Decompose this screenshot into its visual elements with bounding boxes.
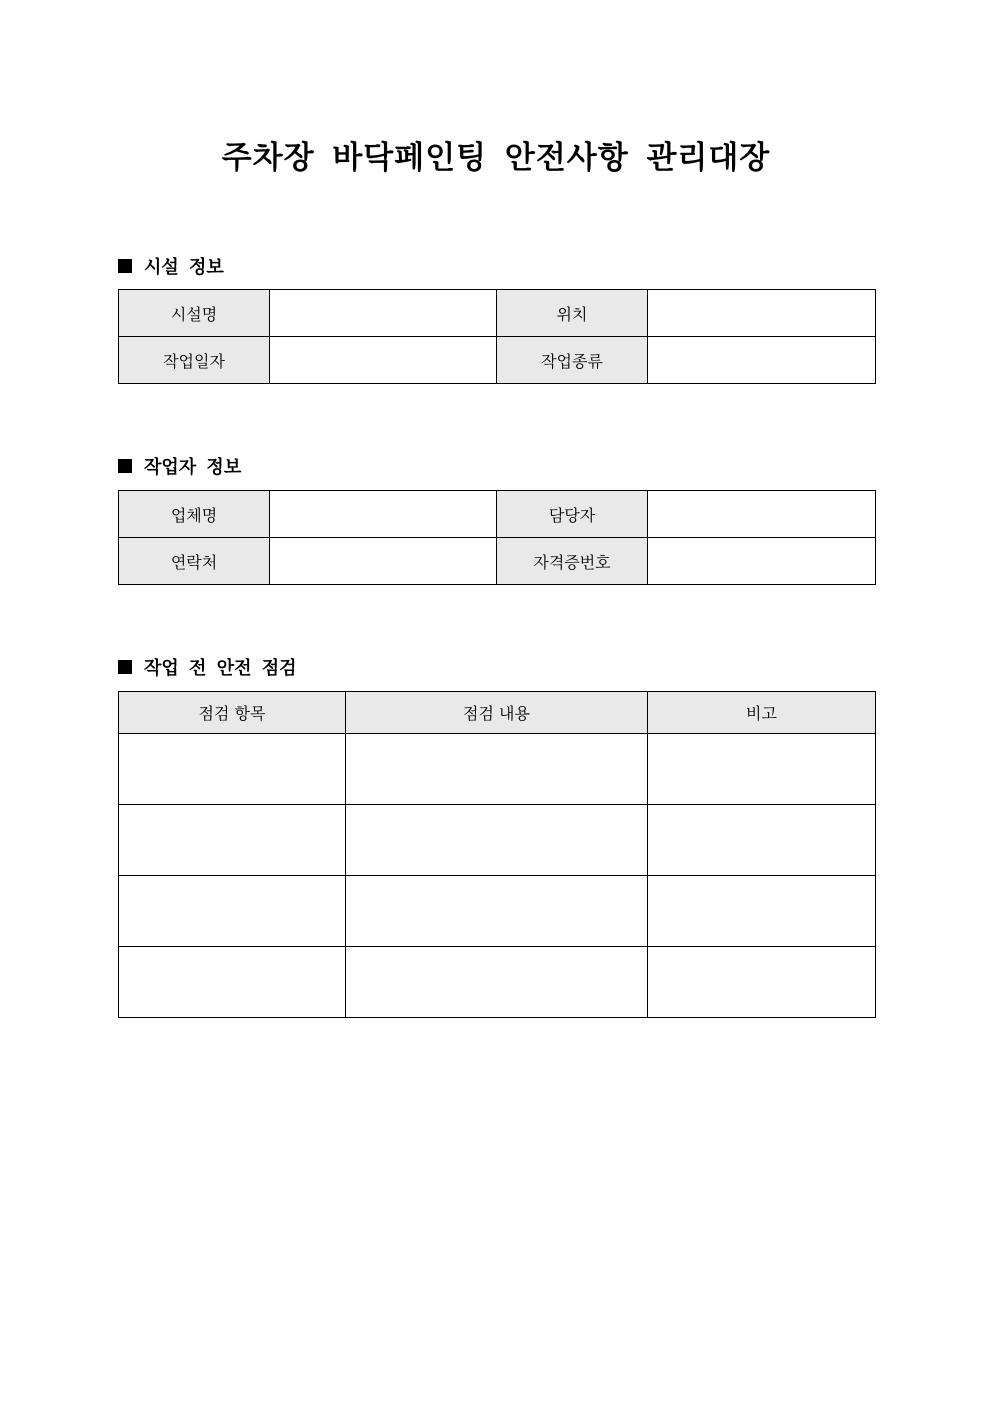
work-type-field[interactable]	[648, 337, 876, 384]
contact-field[interactable]	[270, 538, 497, 585]
table-header-row	[119, 692, 876, 734]
facility-info-table	[118, 289, 876, 384]
company-name-label: 업체명	[119, 491, 270, 538]
column-header-item: 점검 항목	[119, 692, 346, 734]
inspection-remarks-cell[interactable]	[648, 805, 876, 876]
company-name-field[interactable]	[270, 491, 497, 538]
square-bullet-icon	[118, 660, 132, 674]
inspection-remarks-cell[interactable]	[648, 947, 876, 1018]
inspection-item-cell[interactable]	[119, 734, 346, 805]
square-bullet-icon	[118, 459, 132, 473]
table-row	[119, 491, 876, 538]
worker-section-title: 작업자 정보	[144, 457, 242, 478]
work-date-label: 작업일자	[119, 337, 270, 384]
license-number-label: 자격증번호	[497, 538, 648, 585]
worker-section-heading	[118, 453, 241, 479]
person-in-charge-label: 담당자	[497, 491, 648, 538]
location-field[interactable]	[648, 290, 876, 337]
table-row	[119, 947, 876, 1018]
facility-section-heading	[118, 253, 224, 279]
inspection-item-cell[interactable]	[119, 876, 346, 947]
worker-info-table	[118, 490, 876, 585]
person-in-charge-field[interactable]	[648, 491, 876, 538]
inspection-section-title: 작업 전 안전 점검	[144, 658, 297, 679]
inspection-content-cell[interactable]	[346, 805, 648, 876]
column-header-remarks: 비고	[648, 692, 876, 734]
inspection-section-heading	[118, 654, 297, 680]
inspection-content-cell[interactable]	[346, 947, 648, 1018]
location-label: 위치	[497, 290, 648, 337]
inspection-item-cell[interactable]	[119, 947, 346, 1018]
facility-section-title: 시설 정보	[144, 257, 224, 278]
work-type-label: 작업종류	[497, 337, 648, 384]
table-row	[119, 337, 876, 384]
inspection-table	[118, 691, 876, 1018]
work-date-field[interactable]	[270, 337, 497, 384]
inspection-remarks-cell[interactable]	[648, 734, 876, 805]
table-row	[119, 538, 876, 585]
inspection-content-cell[interactable]	[346, 734, 648, 805]
license-number-field[interactable]	[648, 538, 876, 585]
column-header-content: 점검 내용	[346, 692, 648, 734]
table-row	[119, 290, 876, 337]
inspection-remarks-cell[interactable]	[648, 876, 876, 947]
facility-name-field[interactable]	[270, 290, 497, 337]
facility-name-label: 시설명	[119, 290, 270, 337]
table-row	[119, 734, 876, 805]
contact-label: 연락처	[119, 538, 270, 585]
inspection-item-cell[interactable]	[119, 805, 346, 876]
table-row	[119, 805, 876, 876]
document-title: 주차장 바닥페인팅 안전사항 관리대장	[221, 140, 771, 176]
square-bullet-icon	[118, 259, 132, 273]
table-row	[119, 876, 876, 947]
inspection-content-cell[interactable]	[346, 876, 648, 947]
